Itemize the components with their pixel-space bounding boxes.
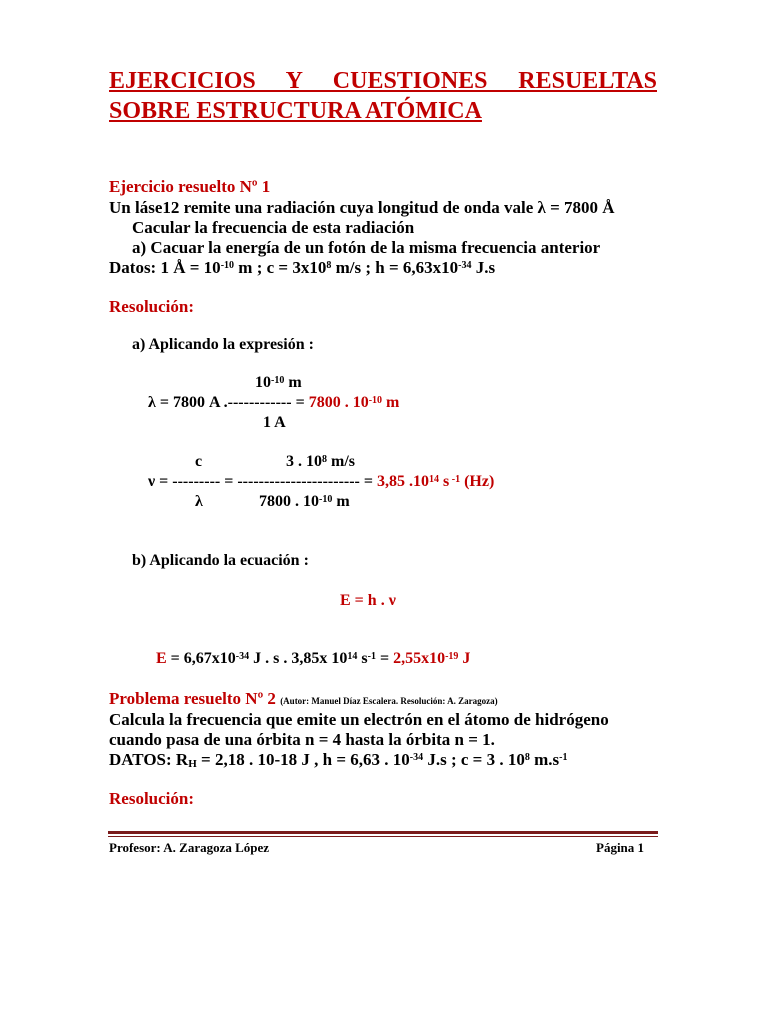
- problem-2-statement-2: cuando pasa de una órbita n = 4 hasta la órbita n = 1.: [109, 730, 495, 749]
- frequency-equation: ν = --------- = ----------------------- = 3,85 $.10^{14}$ s $^{-1}$ (Hz): [148, 473, 495, 490]
- footer-page-number: Página 1: [596, 840, 645, 855]
- frequency-numerator-value: 3 . $10^8$ m/s: [286, 453, 355, 470]
- frequency-denominator-value: 7800 . $10^{-10}$ m: [259, 493, 350, 510]
- title-line-1: EJERCICIOS Y CUESTIONES RESUELTAS: [109, 68, 657, 94]
- resolution-2-heading: Resolución:: [109, 789, 194, 808]
- part-b-label: b) Aplicando la ecuación :: [132, 552, 309, 569]
- page-title: [109, 66, 657, 126]
- exercise-1-statement: Un láse12 remite una radiación cuya longitud de onda vale λ = 7800 Å: [109, 198, 615, 217]
- conversion-equation: λ = 7800 A .------------ = 7800 . $10^{-10}$ m: [148, 394, 400, 411]
- conversion-denominator: 1 A: [263, 414, 286, 431]
- footer-author: Profesor: A. Zaragoza López: [109, 840, 270, 855]
- problem-2-author-note: (Autor: Manuel Díaz Escalera. Resolución: A. Zaragoza): [280, 696, 498, 706]
- frequency-numerator-c: c: [195, 453, 203, 470]
- part-a-label: a) Aplicando la expresión :: [132, 336, 314, 353]
- footer-divider-thin: [108, 836, 658, 837]
- conversion-numerator: $10^{-10}$ m: [255, 374, 302, 391]
- exercise-1-heading: Ejercicio resuelto Nº 1: [109, 177, 271, 196]
- problem-2-heading: Problema resuelto Nº 2: [109, 689, 276, 708]
- problem-2-data: DATOS: $R_H = 2,18$ . 10-18 J , h = 6,63 . $10^{-34}$ J.s ; c = 3 . $10^8$ $m.s^{-1}$: [109, 750, 568, 770]
- frequency-denominator-lambda: λ: [195, 493, 203, 510]
- exercise-1-question-2: a) Cacuar la energía de un fotón de la misma frecuencia anterior: [132, 238, 601, 257]
- energy-calculation: $E = 6,67x10^{-34}$ J . s . 3,85x $10^{14}$ $s^{-1} = 2,55x10^{-19}$ J: [156, 650, 471, 667]
- problem-2-statement-1: Calcula la frecuencia que emite un electrón en el átomo de hidrógeno: [109, 710, 609, 729]
- footer-divider: [108, 831, 658, 834]
- resolution-1-heading: Resolución:: [109, 297, 194, 316]
- energy-equation: E = h . ν: [340, 592, 396, 609]
- title-line-2: SOBRE ESTRUCTURA ATÓMICA: [109, 98, 482, 124]
- exercise-1-question-1: Cacular la frecuencia de esta radiación: [132, 218, 415, 237]
- exercise-1-data: Datos: 1 Å = $10^{-10}$ m ; $c = 3x10^8$ m/s ; $h = 6,63x10^{-34}$ J.s: [109, 258, 496, 277]
